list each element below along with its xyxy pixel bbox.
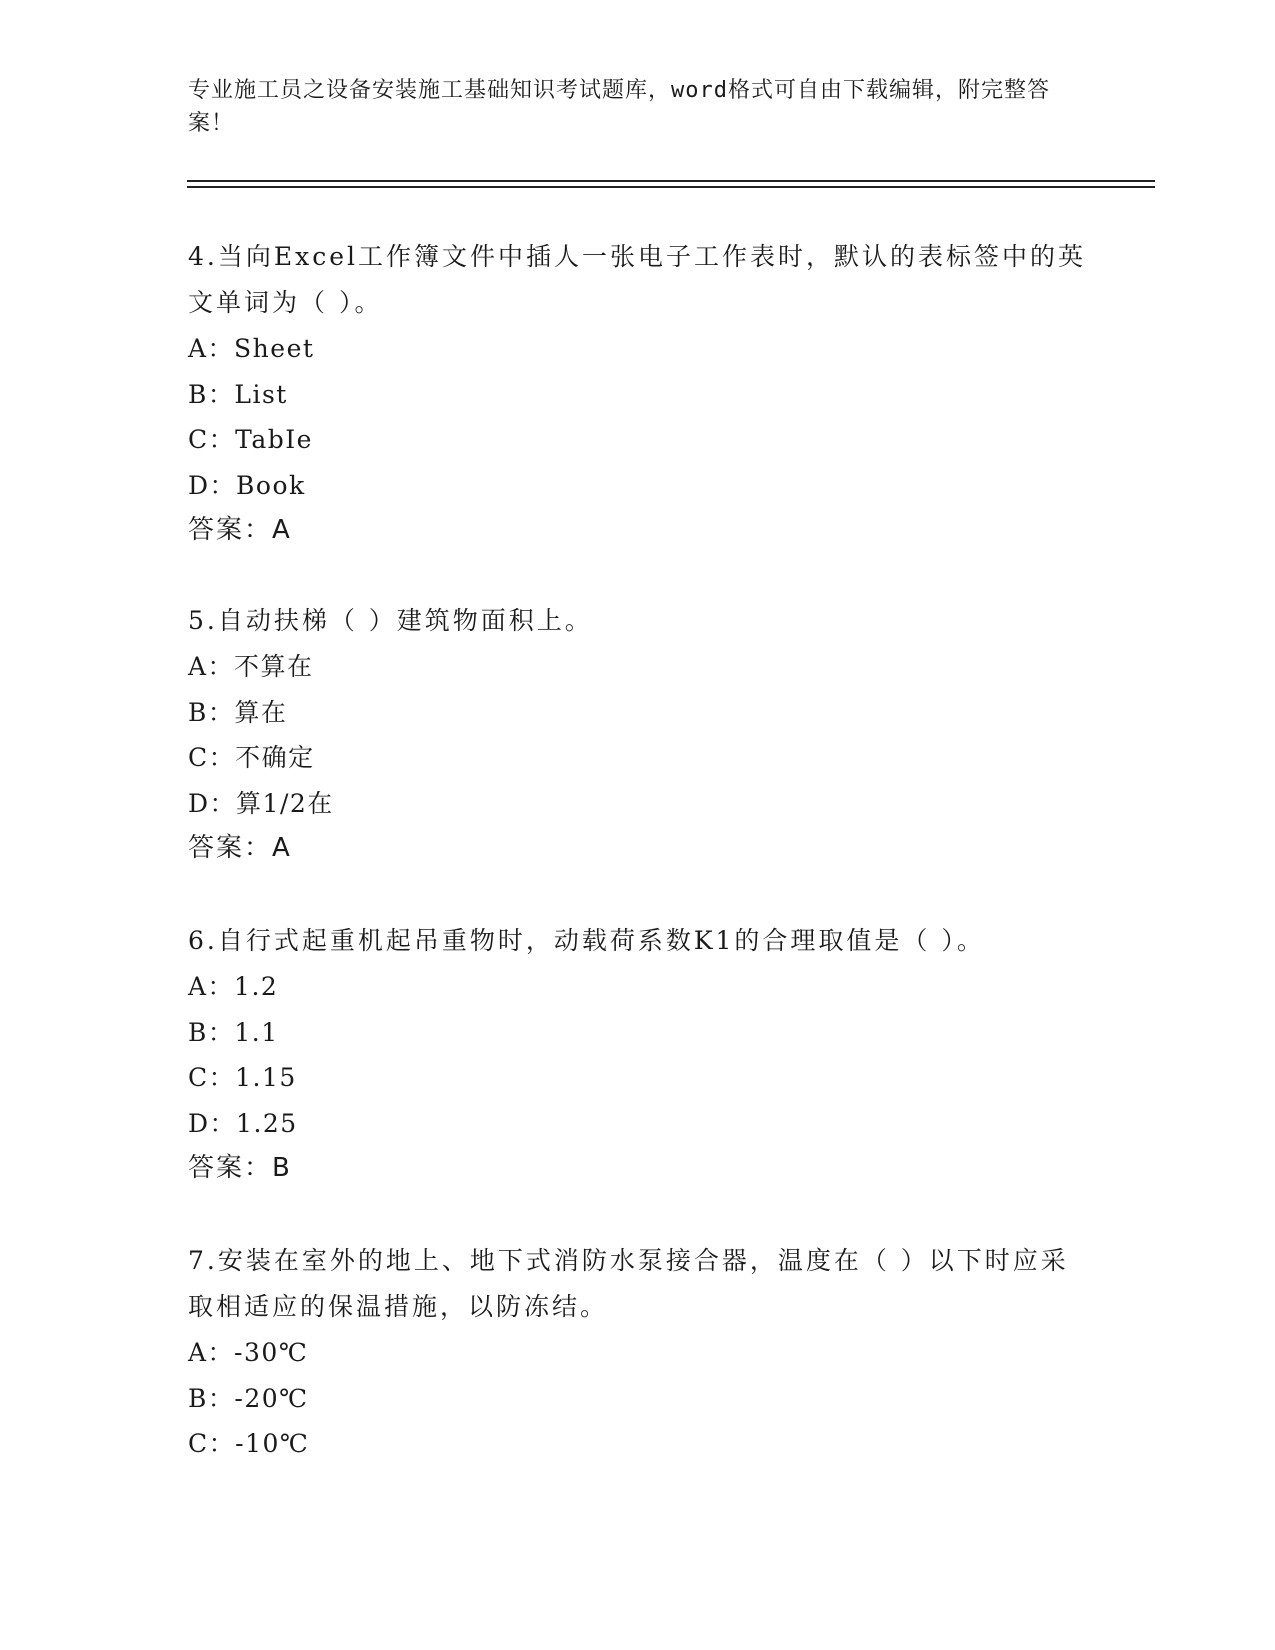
- header-rule-top: [187, 180, 1155, 182]
- option-c: C：TabIe: [188, 425, 313, 454]
- answer-line: 答案：A: [188, 833, 292, 863]
- answer-line: 答案：A: [188, 515, 292, 545]
- option-c: C：-10℃: [188, 1429, 310, 1458]
- option-c: C：不确定: [188, 743, 315, 772]
- option-b: B：算在: [188, 697, 288, 727]
- option-b: B：1.1: [188, 1017, 279, 1047]
- question-4: [188, 234, 1088, 554]
- option-a: A：Sheet: [188, 334, 315, 363]
- question-6: [188, 918, 1088, 1192]
- option-a: A：1.2: [188, 972, 279, 1001]
- option-c: C：1.15: [188, 1063, 297, 1092]
- option-b: B：-20℃: [188, 1383, 309, 1413]
- option-d: D：Book: [188, 470, 306, 500]
- question-stem: 4.当向Excel工作簿文件中插人一张电子工作表时，默认的表标签中的英文单词为（ ）。: [188, 242, 1086, 317]
- option-b: B：List: [188, 379, 288, 409]
- option-a: A：不算在: [188, 652, 314, 681]
- header-rule-bottom: [187, 186, 1155, 188]
- answer-line: 答案：B: [188, 1153, 292, 1183]
- option-d: D：1.25: [188, 1108, 298, 1138]
- option-a: A：-30℃: [188, 1338, 309, 1367]
- option-d: D：算1/2在: [188, 788, 334, 818]
- document-header: [188, 74, 1068, 140]
- question-stem: 7.安装在室外的地上、地下式消防水泵接合器，温度在（ ）以下时应采取相适应的保温措施，以防冻结。: [188, 1246, 1069, 1321]
- document-title: 专业施工员之设备安装施工基础知识考试题库，word格式可自由下载编辑，附完整答案！: [188, 78, 1050, 136]
- question-stem: 6.自行式起重机起吊重物时，动载荷系数K1的合理取值是（ ）。: [188, 926, 985, 955]
- question-5: [188, 598, 1088, 872]
- question-stem: 5.自动扶梯（ ）建筑物面积上。: [188, 606, 593, 635]
- question-7: [188, 1238, 1088, 1467]
